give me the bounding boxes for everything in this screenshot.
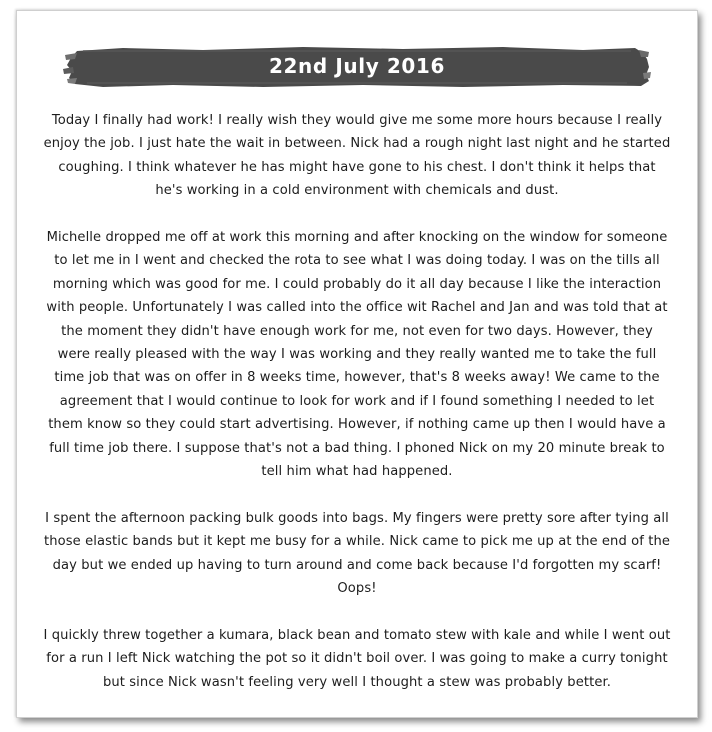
paragraph-4: I quickly threw together a kumara, black bean and tomato stew with kale and while I went out for a run I left Nick watching the pot so it didn't boil over. I was going to make a curry tonight but since Nick wasn't feeling very well I thought a stew was probably better. — [43, 627, 671, 690]
paragraph-3: I spent the afternoon packing bulk goods into bags. My fingers were pretty sore after tying all those elastic bands but it kept me busy for a while. Nick came to pick me up at the end of the day but we ended up having to turn around and come back because I'd forgotten my scarf! Oops! — [43, 510, 671, 597]
date-banner — [63, 45, 651, 89]
paragraph-1: Today I finally had work! I really wish they would give me some more hours because I really enjoy the job. I just hate the wait in between. Nick had a rough night last night and he started coughing. I think whatever he has might have gone to his chest. I don't think it helps that he's working in a cold environment with chemicals and dust. — [43, 113, 671, 199]
journal-card — [16, 10, 698, 718]
entry-date-title: 22nd July 2016 — [269, 54, 445, 78]
paragraph-2: Michelle dropped me off at work this morning and after knocking on the window for someone to let me in I went and checked the rota to see what I was doing today. I was on the tills all morning which was good for me. I could probably do it all day because I like the interaction with people. Unfortunately I was called into the office wit Rachel and Jan and was told that at the moment they didn't have enough work for me, not even for two days. However, they were really pleased with the way I was working and they really wanted me to take the full time job that was on offer in 8 weeks time, however, that's 8 weeks away! We came to the agreement that I would continue to look for work and if I found something I needed to let them know so they could start advertising. However, if nothing came up then I would have a full time job there. I suppose that's not a bad thing. I phoned Nick on my 20 minute break to tell him what had happened. — [46, 230, 668, 480]
entry-body — [43, 109, 671, 694]
